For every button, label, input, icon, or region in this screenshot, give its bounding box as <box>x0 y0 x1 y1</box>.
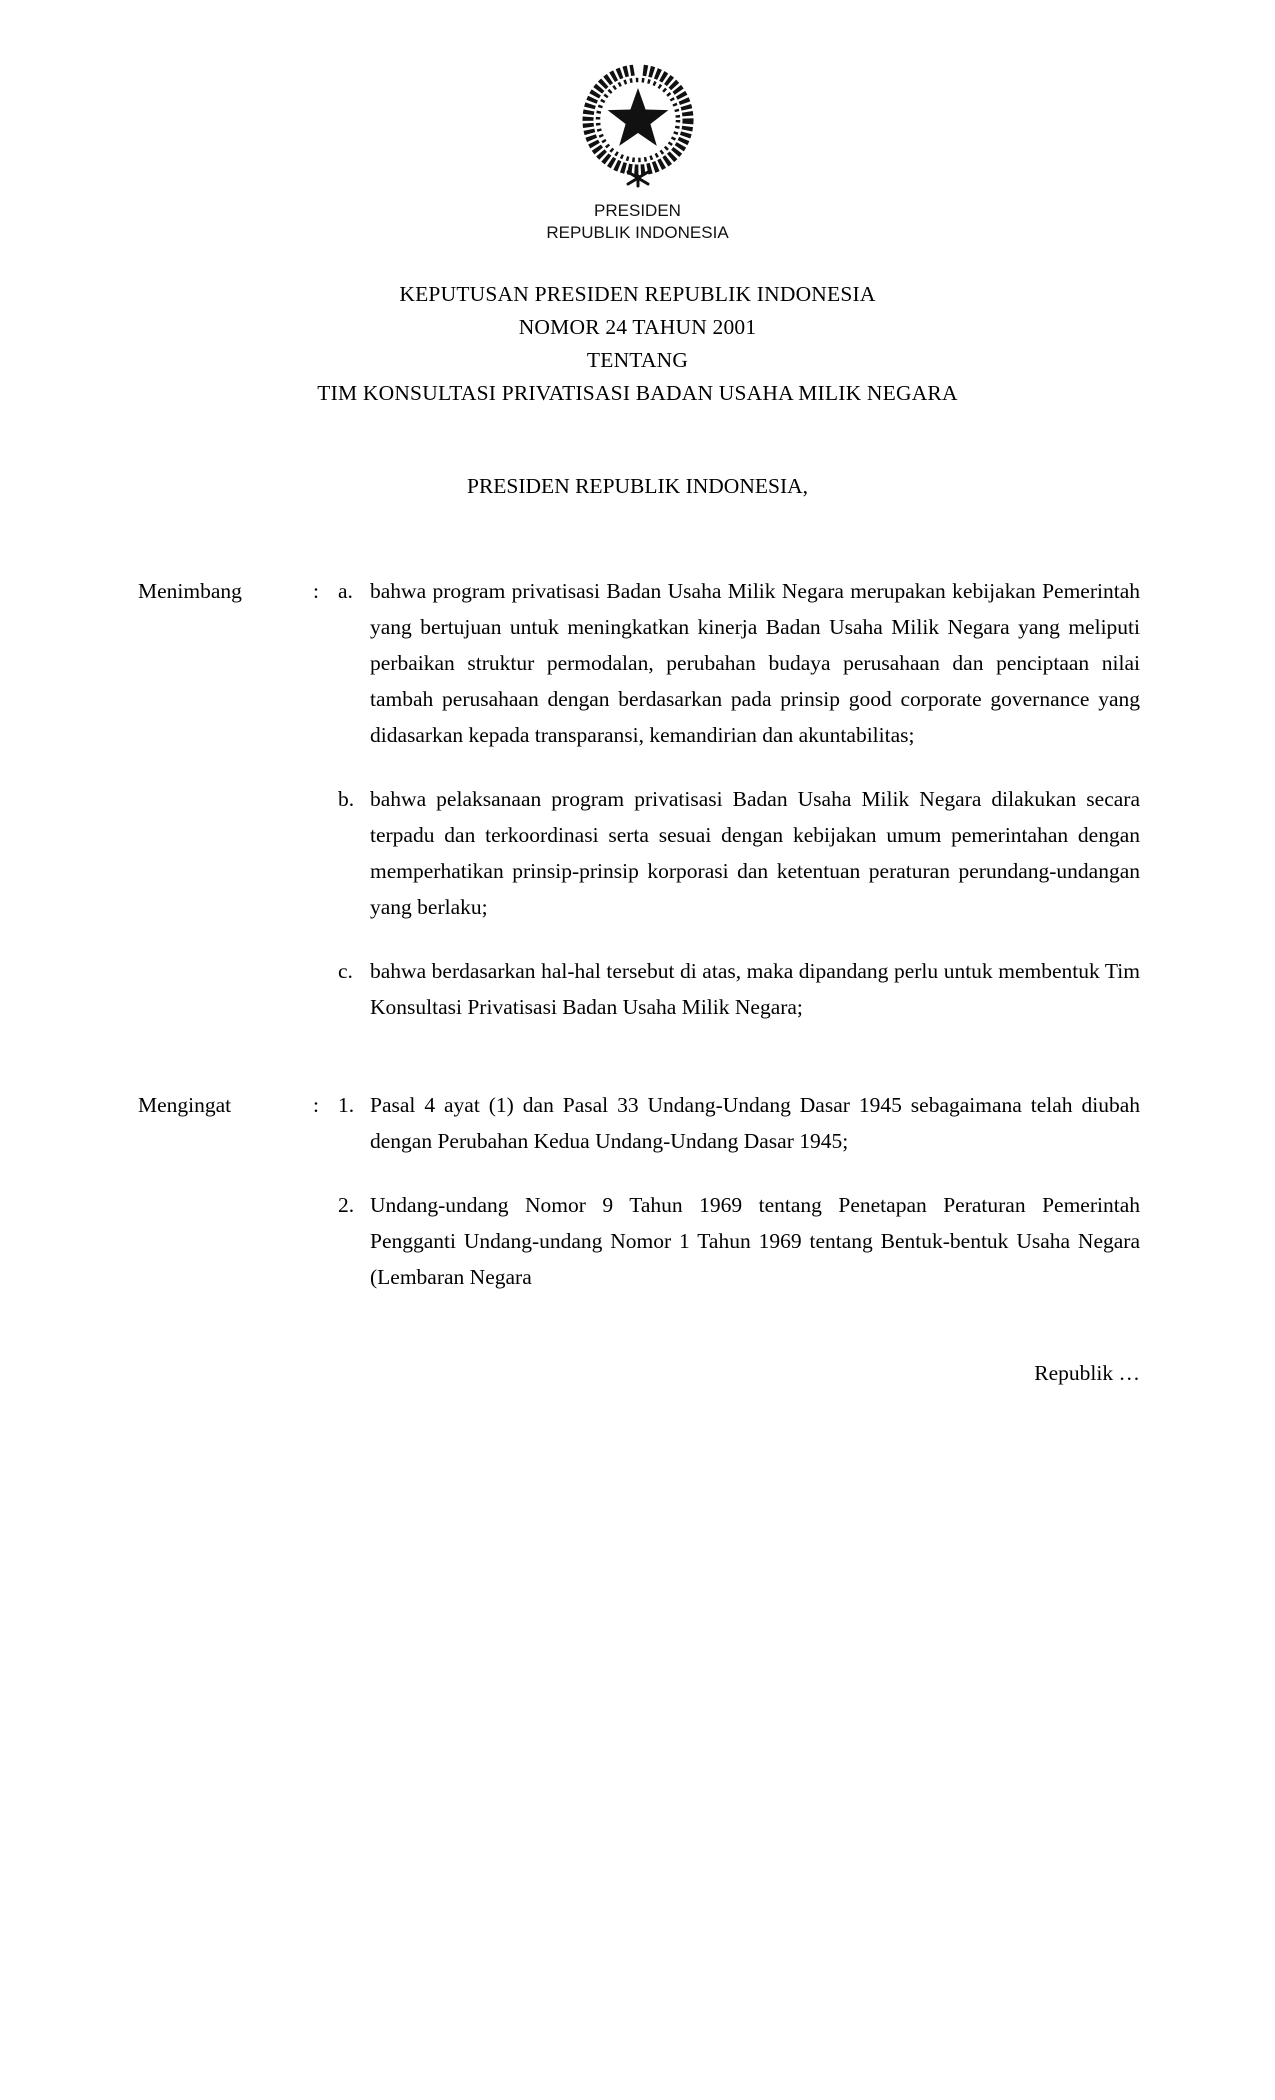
item-text: bahwa program privatisasi Badan Usaha Milik Negara merupakan kebijakan Pemerintah yang bertujuan untuk meningkatkan kinerja Badan Usaha Milik Negara yang meliputi perbaikan struktur permodalan, perubahan budaya perusahaan dan penciptaan nilai tambah perusahaan dengan berdasarkan pada prinsip good corporate governance yang didasarkan kepada transparansi, kemandirian dan akuntabilitas; <box>370 579 1140 747</box>
item-marker: c. <box>338 959 353 983</box>
letterhead-line-presiden: PRESIDEN <box>594 201 681 220</box>
section-label-spacer <box>138 1187 313 1295</box>
list-item <box>138 573 1140 753</box>
item-marker: 1. <box>338 1093 355 1117</box>
item-text: Pasal 4 ayat (1) dan Pasal 33 Undang-Undang Dasar 1945 sebagaimana telah diubah dengan Perubahan Kedua Undang-Undang Dasar 1945; <box>370 1093 1140 1153</box>
salutation-line: PRESIDEN REPUBLIK INDONESIA, <box>466 474 809 498</box>
item-text: Undang-undang Nomor 9 Tahun 1969 tentang Penetapan Peraturan Pemerintah Pengganti Undang-undang Nomor 1 Tahun 1969 tentang Bentuk-bentuk Usaha Negara (Lembaran Negara <box>370 1193 1140 1289</box>
list-item <box>138 1087 1140 1159</box>
item-marker: a. <box>338 579 353 603</box>
list-item <box>138 781 1140 925</box>
section-colon: : <box>313 1093 319 1117</box>
list-item <box>138 953 1140 1025</box>
section-label-spacer <box>138 953 313 1025</box>
item-text: bahwa berdasarkan hal-hal tersebut di atas, maka dipandang perlu untuk membentuk Tim Konsultasi Privatisasi Badan Usaha Milik Negara; <box>370 959 1140 1019</box>
mengingat-section <box>138 1087 1140 1295</box>
item-text: bahwa pelaksanaan program privatisasi Badan Usaha Milik Negara dilakukan secara terpadu dan terkoordinasi serta sesuai dengan kebijakan umum pemerintahan dengan memperhatikan prinsip-prinsip korporasi dan ketentuan peraturan perundang-undangan yang berlaku; <box>370 787 1140 919</box>
page-catchword: Republik … <box>1034 1361 1140 1385</box>
presidential-seal-icon <box>574 58 702 190</box>
section-colon-spacer <box>313 953 338 1025</box>
section-colon: : <box>313 579 319 603</box>
section-label-spacer <box>138 781 313 925</box>
menimbang-section <box>138 573 1140 1025</box>
letterhead <box>0 0 1275 244</box>
decree-title-line2: NOMOR 24 TAHUN 2001 <box>518 315 757 339</box>
section-colon-spacer <box>313 781 338 925</box>
section-label: Menimbang <box>138 579 242 603</box>
section-colon-spacer <box>313 1187 338 1295</box>
item-marker: 2. <box>338 1193 355 1217</box>
letterhead-line-republik-indonesia: REPUBLIK INDONESIA <box>546 223 729 242</box>
decree-title-line3: TENTANG <box>586 348 689 372</box>
star-icon <box>607 88 668 146</box>
decree-title-line1: KEPUTUSAN PRESIDEN REPUBLIK INDONESIA <box>399 282 876 306</box>
item-marker: b. <box>338 787 355 811</box>
decree-title-line4: TIM KONSULTASI PRIVATISASI BADAN USAHA MILIK NEGARA <box>317 381 958 405</box>
section-label: Mengingat <box>138 1093 232 1117</box>
decree-title-block <box>0 278 1275 410</box>
list-item <box>138 1187 1140 1295</box>
